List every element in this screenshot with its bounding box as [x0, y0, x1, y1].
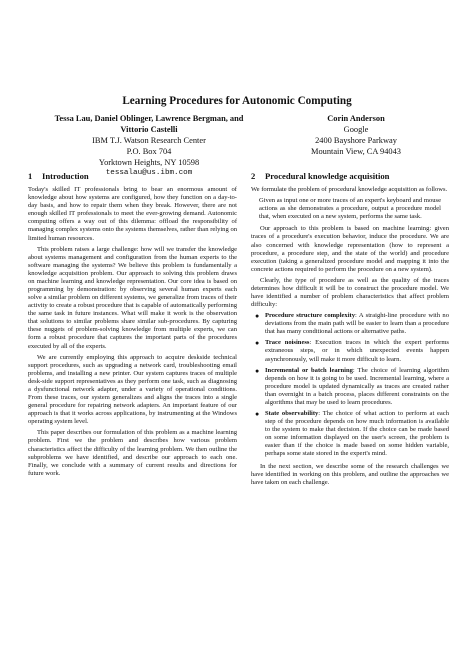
list-item-term: Incremental or batch learning — [265, 366, 353, 374]
intro-paragraph-3: We are currently employing this approach to acquire deskside technical support procedures, such as upgrading a network card, troubleshooting email problems, and installing a new printer. Our system captures traces of multiple desk-side support representatives as they perform one task, such as diagnosing a dysfunctional network adapter, under a variety of operational conditions. From these traces, our system generalizes and aligns the traces into a single general procedure for repairing network adapters. An important feature of our approach is that it works across applications, by instrumenting at the Windows operating system level. — [28, 353, 237, 426]
list-item-text: : The choice of learning algorithm depends on how it is going to be used. Incremental learning, where a procedure model is updated dynamically as traces are created rather than overnight in a batch process, places different constraints on the algorithms that may be used to learn procedures. — [265, 366, 449, 406]
characteristics-list — [251, 312, 449, 458]
list-item — [251, 312, 449, 336]
author-block-right — [272, 113, 440, 157]
list-item-term: State observability — [265, 410, 319, 418]
author-block-left — [28, 113, 270, 179]
author-affiliation: Google — [343, 125, 369, 134]
section2-paragraph-3: In the next section, we describe some of the research challenges we have identified in working on this problem, and outline the approaches we have taken on each challenge. — [251, 462, 449, 486]
list-item — [251, 410, 449, 458]
author-address2: Yorktown Heights, NY 10598 — [98, 158, 200, 167]
author-names-line1: Tessa Lau, Daniel Oblinger, Lawrence Bergman, and — [54, 114, 244, 123]
section-title: Introduction — [42, 171, 89, 181]
list-item-text: : The choice of what action to perform at each step of the procedure depends on how much information is available to the system to make that decision. If the choice can be made based on some information displayed on the user's screen, the problem is easier than if the choice is made based on some hidden variable, perhaps some state stored in the expert's mind. — [265, 410, 449, 458]
author-affiliation: IBM T.J. Watson Research Center — [92, 136, 206, 145]
intro-paragraph-2: This problem raises a large challenge: how will we transfer the knowledge about systems management and configuration from the human experts to the software managing the systems? We believe this problem is fundamentally a knowledge acquisition problem. Our approach to solving this problem draws on machine learning and knowledge representation. Our core idea is based on programming by demonstration: by observing several human experts each solve a similar problem on different systems, we generalize from traces of their activity to create a robust procedure that is capable of automatically performing the same task in future instances. What will make it work is the observation that solutions to similar problems share similar sub-procedures. By capturing these nuggets of problem-solving knowledge from multiple experts, we can form a robust procedure that captures the important parts of the procedures executed by all of the experts. — [28, 245, 237, 350]
author-email: tessalau@us.ibm.com — [105, 169, 193, 177]
section2-intro: We formulate the problem of procedural knowledge acquisition as follows. — [251, 186, 448, 194]
section-number: 2 — [251, 171, 256, 181]
section-title: Procedural knowledge acquisition — [265, 171, 390, 181]
list-item-text: : Execution traces in which the expert performs extraneous steps, or in which unexpected events happen asynchronously, will make it more difficult to learn. — [265, 339, 449, 363]
intro-paragraph-4: This paper describes our formulation of this problem as a machine learning problem. First we the problem and describes how various problem characteristics affect the difficulty of the learning problem. We then outline the subproblems we have identified, and describe our approach to each one. Finally, we conclude with a summary of current results and directions for future work. — [28, 429, 237, 477]
bullet-icon: ● — [255, 366, 260, 375]
author-address2: Mountain View, CA 94043 — [311, 147, 401, 156]
section-heading-introduction — [28, 172, 237, 180]
right-column — [251, 172, 449, 490]
section-number: 1 — [28, 171, 33, 181]
bullet-icon: ● — [255, 410, 260, 419]
intro-paragraph-1: Today's skilled IT professionals bring to bear an enormous amount of knowledge about how systems are configured, how they function on a day-to-day basis, and how to repair them when they break. However, there are not enough skilled IT professionals to meet the ever-growing demand. Autonomic computing offers a way out of this dilemma: offload the responsibility of managing complex systems onto the systems themselves, rather than relying on limited human resources. — [28, 186, 237, 242]
author-names-line2: Vittorio Castelli — [120, 125, 178, 134]
author-address1: 2400 Bayshore Parkway — [315, 136, 397, 145]
list-item-term: Trace noisiness — [265, 339, 310, 347]
list-item-term: Procedure structure complexity — [265, 312, 355, 320]
bullet-icon: ● — [255, 312, 260, 321]
problem-statement-quote: Given as input one or more traces of an expert's keyboard and mouse actions as she demonstrates a procedure, output a procedure model that, when executed on a new system, performs the same task. — [259, 197, 441, 221]
paper-title: Learning Procedures for Autonomic Computing — [122, 95, 352, 107]
list-item — [251, 367, 449, 407]
list-item — [251, 339, 449, 363]
author-name: Corin Anderson — [327, 114, 385, 123]
section2-paragraph-2: Clearly, the type of procedure as well as the quality of the traces determines how difficult it will be to construct the procedure model. We have identified a number of problem characteristics that affect problem difficulty: — [251, 276, 449, 309]
section2-paragraph-1: Our approach to this problem is based on machine learning: given traces of a procedure's execution behavior, induce the procedure. We are also concerned with knowledge representation (how to represent a procedure, a procedure step, and the state of the world) and procedure execution (taking a generalized procedure model and mapping it into the concrete actions required to perform the procedure on a new system). — [251, 225, 449, 273]
bullet-icon: ● — [255, 339, 260, 348]
section-heading-procedural-knowledge — [251, 172, 449, 180]
left-column — [28, 172, 237, 481]
list-item-text: : A straight-line procedure with no deviations from the main path will be easier to learn than a procedure that has many conditional actions or alternative paths. — [265, 312, 449, 336]
author-address1: P.O. Box 704 — [126, 147, 172, 156]
